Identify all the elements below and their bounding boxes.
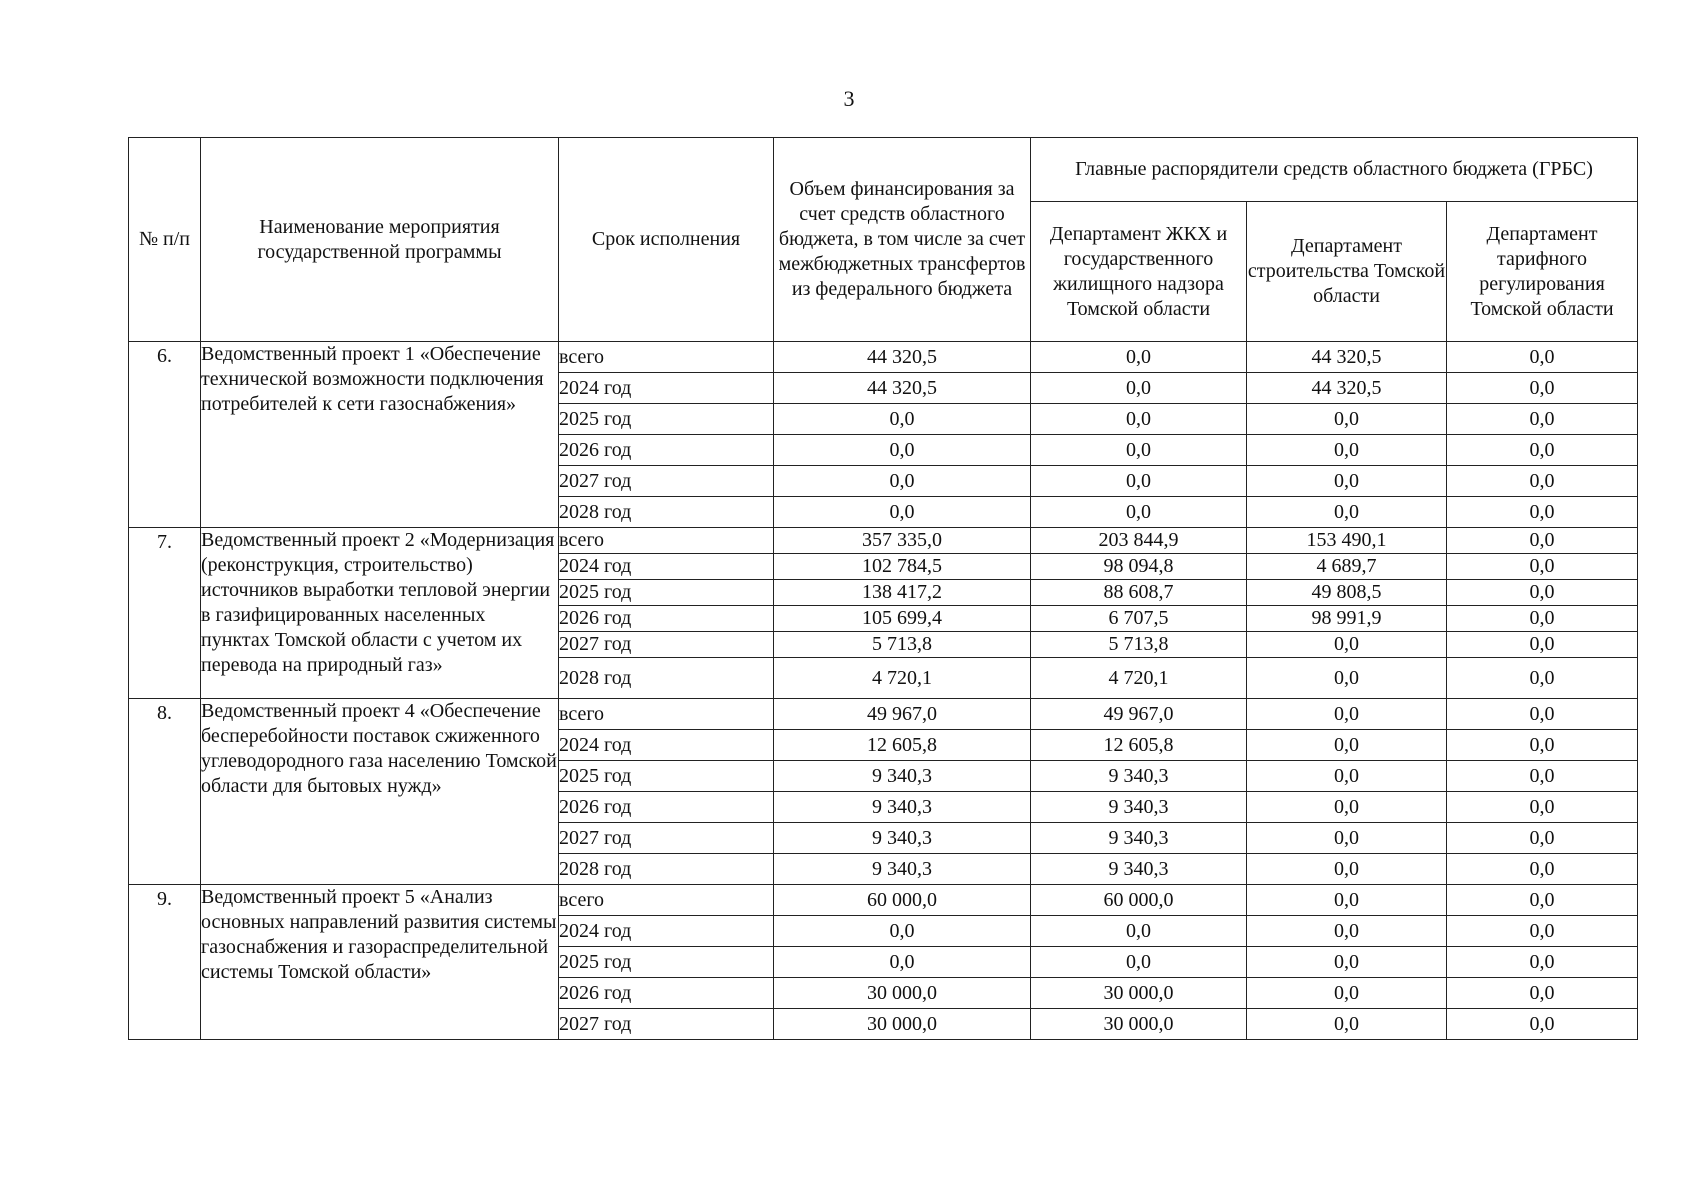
volume-cell: 0,0 <box>774 497 1031 528</box>
funding-table <box>128 137 1638 1040</box>
period-cell: 2026 год <box>559 792 774 823</box>
period-cell: всего <box>559 342 774 373</box>
period-cell: 2026 год <box>559 978 774 1009</box>
table-row <box>129 528 1638 554</box>
period-cell: 2027 год <box>559 1009 774 1040</box>
volume-cell: 0,0 <box>774 466 1031 497</box>
construction-cell: 153 490,1 <box>1247 528 1447 554</box>
tariff-cell: 0,0 <box>1447 632 1638 658</box>
period-cell: 2026 год <box>559 435 774 466</box>
volume-cell: 357 335,0 <box>774 528 1031 554</box>
volume-cell: 102 784,5 <box>774 554 1031 580</box>
header-volume: Объем финансирования за счет средств областного бюджета, в том числе за счет межбюджетных трансфертов из федерального бюджета <box>774 138 1031 342</box>
volume-cell: 0,0 <box>774 947 1031 978</box>
zhkh-cell: 4 720,1 <box>1031 658 1247 699</box>
zhkh-cell: 12 605,8 <box>1031 730 1247 761</box>
volume-cell: 105 699,4 <box>774 606 1031 632</box>
table-body <box>129 342 1638 1040</box>
period-cell: 2026 год <box>559 606 774 632</box>
table-header <box>129 138 1638 342</box>
tariff-cell: 0,0 <box>1447 699 1638 730</box>
construction-cell: 44 320,5 <box>1247 373 1447 404</box>
period-cell: 2027 год <box>559 466 774 497</box>
zhkh-cell: 9 340,3 <box>1031 854 1247 885</box>
period-cell: 2027 год <box>559 632 774 658</box>
volume-cell: 4 720,1 <box>774 658 1031 699</box>
construction-cell: 0,0 <box>1247 632 1447 658</box>
tariff-cell: 0,0 <box>1447 978 1638 1009</box>
period-cell: 2028 год <box>559 854 774 885</box>
volume-cell: 30 000,0 <box>774 1009 1031 1040</box>
construction-cell: 0,0 <box>1247 823 1447 854</box>
header-dept-construction: Департамент строительства Томской области <box>1247 202 1447 342</box>
zhkh-cell: 0,0 <box>1031 342 1247 373</box>
project-number-text: 8. <box>157 702 172 724</box>
table-row <box>129 885 1638 916</box>
zhkh-cell: 9 340,3 <box>1031 792 1247 823</box>
construction-cell: 0,0 <box>1247 947 1447 978</box>
volume-cell: 9 340,3 <box>774 792 1031 823</box>
tariff-cell: 0,0 <box>1447 854 1638 885</box>
construction-cell: 0,0 <box>1247 761 1447 792</box>
project-number <box>129 342 201 528</box>
zhkh-cell: 0,0 <box>1031 435 1247 466</box>
zhkh-cell: 30 000,0 <box>1031 1009 1247 1040</box>
tariff-cell: 0,0 <box>1447 885 1638 916</box>
page-number: 3 <box>843 86 855 111</box>
period-cell: 2024 год <box>559 373 774 404</box>
zhkh-cell: 203 844,9 <box>1031 528 1247 554</box>
volume-cell: 44 320,5 <box>774 373 1031 404</box>
volume-cell: 138 417,2 <box>774 580 1031 606</box>
project-number-text: 6. <box>157 345 172 367</box>
header-dept-zhkh: Департамент ЖКХ и государственного жилищного надзора Томской области <box>1031 202 1247 342</box>
header-grbs: Главные распорядители средств областного бюджета (ГРБС) <box>1031 138 1638 202</box>
tariff-cell: 0,0 <box>1447 730 1638 761</box>
volume-cell: 9 340,3 <box>774 761 1031 792</box>
period-cell: 2028 год <box>559 497 774 528</box>
construction-cell: 0,0 <box>1247 435 1447 466</box>
construction-cell: 0,0 <box>1247 1009 1447 1040</box>
tariff-cell: 0,0 <box>1447 373 1638 404</box>
volume-cell: 5 713,8 <box>774 632 1031 658</box>
tariff-cell: 0,0 <box>1447 497 1638 528</box>
period-cell: 2024 год <box>559 730 774 761</box>
period-cell: 2025 год <box>559 580 774 606</box>
project-number-text: 7. <box>157 531 172 553</box>
zhkh-cell: 6 707,5 <box>1031 606 1247 632</box>
tariff-cell: 0,0 <box>1447 580 1638 606</box>
period-cell: 2025 год <box>559 761 774 792</box>
construction-cell: 0,0 <box>1247 497 1447 528</box>
project-number-text: 9. <box>157 888 172 910</box>
project-name: Ведомственный проект 1 «Обеспечение технической возможности подключения потребителей к сети газоснабжения» <box>201 342 559 528</box>
zhkh-cell: 30 000,0 <box>1031 978 1247 1009</box>
volume-cell: 44 320,5 <box>774 342 1031 373</box>
period-cell: всего <box>559 699 774 730</box>
construction-cell: 44 320,5 <box>1247 342 1447 373</box>
project-number <box>129 528 201 699</box>
construction-cell: 0,0 <box>1247 730 1447 761</box>
construction-cell: 0,0 <box>1247 658 1447 699</box>
volume-cell: 0,0 <box>774 404 1031 435</box>
tariff-cell: 0,0 <box>1447 792 1638 823</box>
table-row <box>129 699 1638 730</box>
zhkh-cell: 88 608,7 <box>1031 580 1247 606</box>
zhkh-cell: 0,0 <box>1031 404 1247 435</box>
period-cell: 2024 год <box>559 554 774 580</box>
period-cell: 2025 год <box>559 404 774 435</box>
construction-cell: 0,0 <box>1247 978 1447 1009</box>
project-name: Ведомственный проект 5 «Анализ основных направлений развития системы газоснабжения и газораспределительной системы Томской области» <box>201 885 559 1040</box>
period-cell: 2028 год <box>559 658 774 699</box>
period-cell: всего <box>559 885 774 916</box>
tariff-cell: 0,0 <box>1447 916 1638 947</box>
construction-cell: 0,0 <box>1247 404 1447 435</box>
volume-cell: 30 000,0 <box>774 978 1031 1009</box>
period-cell: 2024 год <box>559 916 774 947</box>
project-name: Ведомственный проект 4 «Обеспечение бесперебойности поставок сжиженного углеводородного газа населению Томской области для бытовых нужд» <box>201 699 559 885</box>
tariff-cell: 0,0 <box>1447 404 1638 435</box>
zhkh-cell: 98 094,8 <box>1031 554 1247 580</box>
construction-cell: 0,0 <box>1247 792 1447 823</box>
construction-cell: 0,0 <box>1247 885 1447 916</box>
volume-cell: 12 605,8 <box>774 730 1031 761</box>
tariff-cell: 0,0 <box>1447 658 1638 699</box>
zhkh-cell: 0,0 <box>1031 497 1247 528</box>
zhkh-cell: 5 713,8 <box>1031 632 1247 658</box>
header-period: Срок исполнения <box>559 138 774 342</box>
zhkh-cell: 60 000,0 <box>1031 885 1247 916</box>
period-cell: 2027 год <box>559 823 774 854</box>
project-number <box>129 885 201 1040</box>
table-row <box>129 342 1638 373</box>
volume-cell: 9 340,3 <box>774 854 1031 885</box>
zhkh-cell: 0,0 <box>1031 947 1247 978</box>
zhkh-cell: 0,0 <box>1031 373 1247 404</box>
tariff-cell: 0,0 <box>1447 1009 1638 1040</box>
volume-cell: 9 340,3 <box>774 823 1031 854</box>
construction-cell: 0,0 <box>1247 916 1447 947</box>
tariff-cell: 0,0 <box>1447 435 1638 466</box>
construction-cell: 0,0 <box>1247 854 1447 885</box>
construction-cell: 49 808,5 <box>1247 580 1447 606</box>
tariff-cell: 0,0 <box>1447 554 1638 580</box>
volume-cell: 0,0 <box>774 916 1031 947</box>
tariff-cell: 0,0 <box>1447 466 1638 497</box>
zhkh-cell: 9 340,3 <box>1031 761 1247 792</box>
period-cell: 2025 год <box>559 947 774 978</box>
header-dept-tariff: Департамент тарифного регулирования Томской области <box>1447 202 1638 342</box>
construction-cell: 0,0 <box>1247 466 1447 497</box>
header-number: № п/п <box>129 138 201 342</box>
period-cell: всего <box>559 528 774 554</box>
tariff-cell: 0,0 <box>1447 823 1638 854</box>
volume-cell: 49 967,0 <box>774 699 1031 730</box>
project-name: Ведомственный проект 2 «Модернизация (реконструкция, строительство) источников выработки тепловой энергии в газифицированных населенных пунктах Томской области с учетом их перевода на природный газ» <box>201 528 559 699</box>
project-number <box>129 699 201 885</box>
zhkh-cell: 9 340,3 <box>1031 823 1247 854</box>
tariff-cell: 0,0 <box>1447 606 1638 632</box>
construction-cell: 0,0 <box>1247 699 1447 730</box>
header-name: Наименование мероприятия государственной программы <box>201 138 559 342</box>
construction-cell: 98 991,9 <box>1247 606 1447 632</box>
zhkh-cell: 0,0 <box>1031 466 1247 497</box>
construction-cell: 4 689,7 <box>1247 554 1447 580</box>
volume-cell: 0,0 <box>774 435 1031 466</box>
tariff-cell: 0,0 <box>1447 342 1638 373</box>
tariff-cell: 0,0 <box>1447 761 1638 792</box>
zhkh-cell: 49 967,0 <box>1031 699 1247 730</box>
zhkh-cell: 0,0 <box>1031 916 1247 947</box>
tariff-cell: 0,0 <box>1447 528 1638 554</box>
volume-cell: 60 000,0 <box>774 885 1031 916</box>
tariff-cell: 0,0 <box>1447 947 1638 978</box>
